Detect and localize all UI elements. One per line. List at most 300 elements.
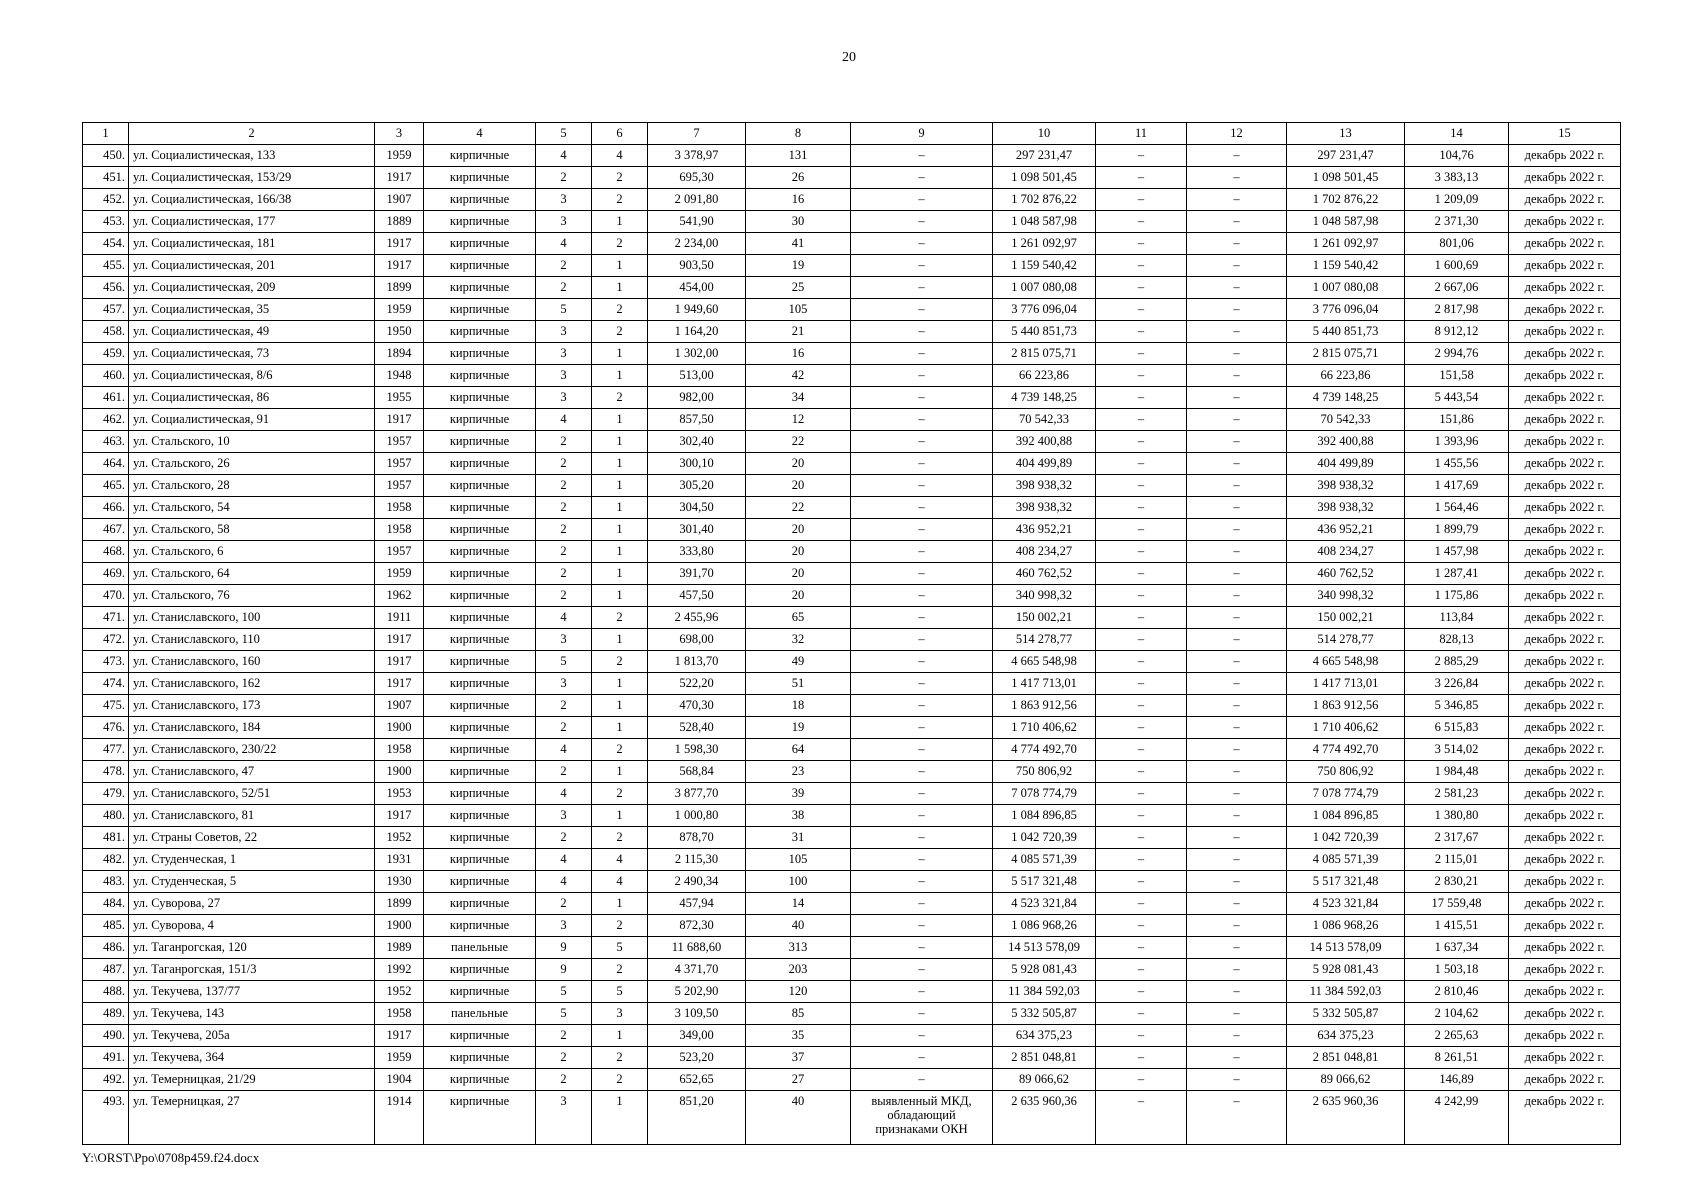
table-cell: – <box>1096 431 1187 453</box>
table-cell: 1 086 968,26 <box>1287 915 1405 937</box>
table-cell: ул. Стальского, 58 <box>129 519 375 541</box>
table-cell: 457,94 <box>648 893 746 915</box>
table-row <box>83 827 1621 849</box>
table-cell: 1948 <box>375 365 424 387</box>
table-cell: – <box>1096 409 1187 431</box>
table-cell: 857,50 <box>648 409 746 431</box>
table-cell: 456. <box>83 277 129 299</box>
table-cell: 150 002,21 <box>1287 607 1405 629</box>
table-cell: 1 <box>592 453 648 475</box>
table-cell: – <box>1096 849 1187 871</box>
table-cell: 1 302,00 <box>648 343 746 365</box>
table-cell: – <box>1096 629 1187 651</box>
table-cell: – <box>1096 189 1187 211</box>
table-cell: 513,00 <box>648 365 746 387</box>
table-cell: 493. <box>83 1091 129 1145</box>
table-cell: 1 098 501,45 <box>993 167 1096 189</box>
table-cell: 1 <box>592 277 648 299</box>
table-cell: кирпичные <box>424 255 536 277</box>
table-cell: ул. Страны Советов, 22 <box>129 827 375 849</box>
table-cell: 491. <box>83 1047 129 1069</box>
table-cell: 1 380,80 <box>1405 805 1509 827</box>
table-cell: кирпичные <box>424 805 536 827</box>
table-cell: 17 559,48 <box>1405 893 1509 915</box>
table-cell: – <box>1096 761 1187 783</box>
table-cell: 1962 <box>375 585 424 607</box>
table-cell: панельные <box>424 937 536 959</box>
table-cell: 2 <box>536 519 592 541</box>
table-cell: 3 776 096,04 <box>993 299 1096 321</box>
table-cell: ул. Суворова, 4 <box>129 915 375 937</box>
table-cell: 514 278,77 <box>993 629 1096 651</box>
table-cell: 8 912,12 <box>1405 321 1509 343</box>
table-cell: кирпичные <box>424 585 536 607</box>
table-cell: – <box>851 805 993 827</box>
table-cell: 462. <box>83 409 129 431</box>
table-cell: 1 048 587,98 <box>1287 211 1405 233</box>
file-path-footer: Y:\ORST\Ppo\0708p459.f24.docx <box>82 1150 260 1165</box>
table-cell: 1958 <box>375 497 424 519</box>
table-row <box>83 673 1621 695</box>
table-row <box>83 277 1621 299</box>
table-cell: – <box>1187 387 1287 409</box>
table-cell: декабрь 2022 г. <box>1509 343 1621 365</box>
table-cell: 14 513 578,09 <box>1287 937 1405 959</box>
table-cell: – <box>851 585 993 607</box>
table-cell: 1 <box>592 563 648 585</box>
table-cell: 1959 <box>375 1047 424 1069</box>
table-cell: ул. Таганрогская, 151/3 <box>129 959 375 981</box>
table-cell: 1 098 501,45 <box>1287 167 1405 189</box>
table-cell: 22 <box>746 497 851 519</box>
table-cell: 1 159 540,42 <box>1287 255 1405 277</box>
table-cell: – <box>1096 255 1187 277</box>
table-cell: 1957 <box>375 541 424 563</box>
table-cell: 1 <box>592 365 648 387</box>
table-cell: 1917 <box>375 651 424 673</box>
table-cell: 4 523 321,84 <box>1287 893 1405 915</box>
table-row <box>83 1003 1621 1025</box>
table-cell: – <box>1187 871 1287 893</box>
table-cell: 454. <box>83 233 129 255</box>
table-cell: ул. Студенческая, 1 <box>129 849 375 871</box>
table-row <box>83 365 1621 387</box>
table-cell: 4 <box>536 739 592 761</box>
table-cell: 903,50 <box>648 255 746 277</box>
table-cell: 22 <box>746 431 851 453</box>
table-cell: 452. <box>83 189 129 211</box>
table-cell: ул. Социалистическая, 177 <box>129 211 375 233</box>
table-cell: 398 938,32 <box>1287 475 1405 497</box>
table-row <box>83 211 1621 233</box>
table-cell: – <box>1096 453 1187 475</box>
table-cell: – <box>1096 695 1187 717</box>
table-cell: декабрь 2022 г. <box>1509 959 1621 981</box>
table-cell: – <box>1187 607 1287 629</box>
table-cell: – <box>1096 299 1187 321</box>
table-cell: 3 <box>536 1091 592 1145</box>
table-cell: 41 <box>746 233 851 255</box>
column-header: 10 <box>993 123 1096 145</box>
table-cell: декабрь 2022 г. <box>1509 695 1621 717</box>
table-cell: декабрь 2022 г. <box>1509 827 1621 849</box>
table-cell: – <box>1096 893 1187 915</box>
table-cell: декабрь 2022 г. <box>1509 783 1621 805</box>
table-cell: ул. Социалистическая, 201 <box>129 255 375 277</box>
table-cell: 1955 <box>375 387 424 409</box>
table-cell: 1 287,41 <box>1405 563 1509 585</box>
table-cell: 104,76 <box>1405 145 1509 167</box>
table-cell: 453. <box>83 211 129 233</box>
table-cell: ул. Станиславского, 162 <box>129 673 375 695</box>
table-cell: 1917 <box>375 673 424 695</box>
table-row <box>83 739 1621 761</box>
table-cell: 2 851 048,81 <box>993 1047 1096 1069</box>
table-cell: – <box>1096 1091 1187 1145</box>
table-cell: 30 <box>746 211 851 233</box>
table-cell: 408 234,27 <box>1287 541 1405 563</box>
table-cell: 1 <box>592 409 648 431</box>
table-cell: 38 <box>746 805 851 827</box>
table-cell: 487. <box>83 959 129 981</box>
table-cell: ул. Темерницкая, 27 <box>129 1091 375 1145</box>
table-cell: 313 <box>746 937 851 959</box>
table-cell: кирпичные <box>424 717 536 739</box>
table-cell: кирпичные <box>424 629 536 651</box>
table-cell: 34 <box>746 387 851 409</box>
column-header: 2 <box>129 123 375 145</box>
table-cell: 467. <box>83 519 129 541</box>
table-cell: 1 209,09 <box>1405 189 1509 211</box>
table-cell: 31 <box>746 827 851 849</box>
table-cell: 1917 <box>375 167 424 189</box>
table-cell: 4 <box>592 849 648 871</box>
table-cell: декабрь 2022 г. <box>1509 629 1621 651</box>
table-cell: 1 417,69 <box>1405 475 1509 497</box>
table-cell: 2 <box>592 607 648 629</box>
table-cell: 801,06 <box>1405 233 1509 255</box>
table-cell: декабрь 2022 г. <box>1509 849 1621 871</box>
table-cell: – <box>1187 783 1287 805</box>
table-cell: – <box>1187 1003 1287 1025</box>
table-cell: декабрь 2022 г. <box>1509 585 1621 607</box>
table-row <box>83 1091 1621 1145</box>
table-cell: 473. <box>83 651 129 673</box>
table-row <box>83 431 1621 453</box>
table-cell: кирпичные <box>424 651 536 673</box>
table-cell: 2 <box>592 1069 648 1091</box>
table-cell: 2 <box>592 299 648 321</box>
column-header: 7 <box>648 123 746 145</box>
column-header: 13 <box>1287 123 1405 145</box>
table-cell: 1 503,18 <box>1405 959 1509 981</box>
table-cell: 5 332 505,87 <box>1287 1003 1405 1025</box>
table-cell: 5 202,90 <box>648 981 746 1003</box>
table-cell: кирпичные <box>424 1091 536 1145</box>
table-row <box>83 893 1621 915</box>
table-cell: 1904 <box>375 1069 424 1091</box>
table-cell: 4 242,99 <box>1405 1091 1509 1145</box>
table-cell: – <box>1187 739 1287 761</box>
table-cell: 70 542,33 <box>1287 409 1405 431</box>
table-cell: кирпичные <box>424 497 536 519</box>
table-cell: 18 <box>746 695 851 717</box>
table-cell: 4 <box>536 849 592 871</box>
table-cell: декабрь 2022 г. <box>1509 189 1621 211</box>
table-cell: 20 <box>746 453 851 475</box>
table-cell: – <box>1096 739 1187 761</box>
table-cell: 3 <box>536 805 592 827</box>
table-cell: ул. Станиславского, 230/22 <box>129 739 375 761</box>
table-cell: – <box>851 1047 993 1069</box>
table-cell: 297 231,47 <box>1287 145 1405 167</box>
table-cell: 457,50 <box>648 585 746 607</box>
table-cell: – <box>1096 233 1187 255</box>
table-cell: 1 863 912,56 <box>1287 695 1405 717</box>
table-cell: – <box>1187 1091 1287 1145</box>
table-cell: – <box>851 739 993 761</box>
table-row <box>83 541 1621 563</box>
table-cell: 5 517 321,48 <box>993 871 1096 893</box>
table-cell: 19 <box>746 717 851 739</box>
table-row <box>83 959 1621 981</box>
table-cell: 436 952,21 <box>993 519 1096 541</box>
table-cell: 4 739 148,25 <box>993 387 1096 409</box>
table-cell: декабрь 2022 г. <box>1509 519 1621 541</box>
table-cell: декабрь 2022 г. <box>1509 651 1621 673</box>
table-cell: – <box>1187 211 1287 233</box>
column-header: 5 <box>536 123 592 145</box>
table-cell: – <box>851 541 993 563</box>
table-cell: декабрь 2022 г. <box>1509 497 1621 519</box>
table-cell: 1899 <box>375 277 424 299</box>
table-cell: 4 665 548,98 <box>993 651 1096 673</box>
table-cell: ул. Социалистическая, 133 <box>129 145 375 167</box>
table-cell: – <box>1096 1069 1187 1091</box>
table-cell: ул. Станиславского, 110 <box>129 629 375 651</box>
table-cell: 1907 <box>375 189 424 211</box>
table-cell: – <box>1187 893 1287 915</box>
table-cell: 451. <box>83 167 129 189</box>
table-cell: кирпичные <box>424 673 536 695</box>
table-cell: 750 806,92 <box>1287 761 1405 783</box>
table-row <box>83 915 1621 937</box>
table-cell: 455. <box>83 255 129 277</box>
table-cell: 1 <box>592 475 648 497</box>
table-cell: кирпичные <box>424 871 536 893</box>
table-cell: – <box>1187 629 1287 651</box>
table-cell: 1957 <box>375 431 424 453</box>
table-cell: 1 417 713,01 <box>993 673 1096 695</box>
table-cell: ул. Суворова, 27 <box>129 893 375 915</box>
table-cell: 1 048 587,98 <box>993 211 1096 233</box>
table-cell: 1907 <box>375 695 424 717</box>
table-cell: 1 007 080,08 <box>1287 277 1405 299</box>
table-cell: – <box>851 299 993 321</box>
table-cell: 454,00 <box>648 277 746 299</box>
table-cell: 1 710 406,62 <box>993 717 1096 739</box>
table-cell: 2 317,67 <box>1405 827 1509 849</box>
table-cell: 340 998,32 <box>993 585 1096 607</box>
table-row <box>83 651 1621 673</box>
table-cell: – <box>1096 343 1187 365</box>
table-cell: 1 042 720,39 <box>1287 827 1405 849</box>
table-cell: 4 665 548,98 <box>1287 651 1405 673</box>
table-cell: декабрь 2022 г. <box>1509 365 1621 387</box>
table-cell: – <box>851 893 993 915</box>
table-cell: 2 830,21 <box>1405 871 1509 893</box>
table-cell: – <box>851 629 993 651</box>
table-cell: 20 <box>746 585 851 607</box>
table-cell: 490. <box>83 1025 129 1047</box>
table-cell: 2 <box>592 387 648 409</box>
table-cell: – <box>1096 387 1187 409</box>
table-cell: 488. <box>83 981 129 1003</box>
table-cell: 1957 <box>375 475 424 497</box>
table-cell: 468. <box>83 541 129 563</box>
table-cell: 464. <box>83 453 129 475</box>
table-cell: 16 <box>746 189 851 211</box>
table-cell: 2 265,63 <box>1405 1025 1509 1047</box>
table-cell: – <box>851 761 993 783</box>
table-cell: – <box>851 453 993 475</box>
table-cell: 404 499,89 <box>993 453 1096 475</box>
table-cell: 1950 <box>375 321 424 343</box>
table-cell: 146,89 <box>1405 1069 1509 1091</box>
table-cell: 2 <box>592 321 648 343</box>
table-cell: 7 078 774,79 <box>993 783 1096 805</box>
table-cell: кирпичные <box>424 453 536 475</box>
table-cell: 1 261 092,97 <box>993 233 1096 255</box>
table-cell: ул. Таганрогская, 120 <box>129 937 375 959</box>
column-header: 8 <box>746 123 851 145</box>
table-cell: ул. Студенческая, 5 <box>129 871 375 893</box>
table-cell: ул. Темерницкая, 21/29 <box>129 1069 375 1091</box>
table-cell: 2 <box>536 1069 592 1091</box>
table-cell: ул. Социалистическая, 86 <box>129 387 375 409</box>
table-cell: – <box>1187 299 1287 321</box>
table-cell: – <box>1096 1003 1187 1025</box>
table-cell: – <box>1096 651 1187 673</box>
table-cell: 1 <box>592 497 648 519</box>
table-cell: 7 078 774,79 <box>1287 783 1405 805</box>
table-cell: 1 <box>592 717 648 739</box>
table-cell: 471. <box>83 607 129 629</box>
table-cell: 2 455,96 <box>648 607 746 629</box>
table-cell: 100 <box>746 871 851 893</box>
table-cell: 1 <box>592 343 648 365</box>
table-cell: декабрь 2022 г. <box>1509 1003 1621 1025</box>
table-cell: 2 <box>592 651 648 673</box>
table-cell: 150 002,21 <box>993 607 1096 629</box>
table-cell: 1 <box>592 1091 648 1145</box>
table-cell: ул. Станиславского, 52/51 <box>129 783 375 805</box>
table-cell: 1959 <box>375 563 424 585</box>
table-cell: декабрь 2022 г. <box>1509 607 1621 629</box>
table-row <box>83 255 1621 277</box>
table-cell: 1 <box>592 893 648 915</box>
table-cell: 25 <box>746 277 851 299</box>
table-cell: – <box>851 365 993 387</box>
table-cell: кирпичные <box>424 299 536 321</box>
table-cell: 40 <box>746 1091 851 1145</box>
table-cell: 1952 <box>375 827 424 849</box>
table-cell: – <box>1187 145 1287 167</box>
table-cell: 3 776 096,04 <box>1287 299 1405 321</box>
table-cell: – <box>851 277 993 299</box>
table-cell: 8 261,51 <box>1405 1047 1509 1069</box>
table-row <box>83 475 1621 497</box>
table-cell: 1900 <box>375 717 424 739</box>
table-cell: декабрь 2022 г. <box>1509 871 1621 893</box>
table-cell: 1 261 092,97 <box>1287 233 1405 255</box>
table-cell: 89 066,62 <box>993 1069 1096 1091</box>
table-cell: 2 885,29 <box>1405 651 1509 673</box>
table-cell: 37 <box>746 1047 851 1069</box>
table-cell: 3 <box>536 365 592 387</box>
table-cell: декабрь 2022 г. <box>1509 211 1621 233</box>
table-cell: – <box>1187 959 1287 981</box>
table-cell: – <box>851 849 993 871</box>
table-cell: 2 810,46 <box>1405 981 1509 1003</box>
table-cell: – <box>851 431 993 453</box>
table-cell: 479. <box>83 783 129 805</box>
table-row <box>83 805 1621 827</box>
table-row <box>83 1047 1621 1069</box>
table-cell: 32 <box>746 629 851 651</box>
table-cell: 1930 <box>375 871 424 893</box>
table-cell: декабрь 2022 г. <box>1509 1047 1621 1069</box>
table-cell: ул. Станиславского, 81 <box>129 805 375 827</box>
table-cell: 2 <box>536 1025 592 1047</box>
column-header: 11 <box>1096 123 1187 145</box>
table-cell: 480. <box>83 805 129 827</box>
table-cell: 3 <box>536 629 592 651</box>
table-cell: 5 928 081,43 <box>993 959 1096 981</box>
table-cell: декабрь 2022 г. <box>1509 981 1621 1003</box>
table-cell: кирпичные <box>424 211 536 233</box>
table-cell: 522,20 <box>648 673 746 695</box>
table-cell: – <box>1096 585 1187 607</box>
table-cell: 4 523 321,84 <box>993 893 1096 915</box>
table-cell: 1 899,79 <box>1405 519 1509 541</box>
table-cell: ул. Текучева, 143 <box>129 1003 375 1025</box>
table-cell: декабрь 2022 г. <box>1509 915 1621 937</box>
table-cell: 2 815 075,71 <box>993 343 1096 365</box>
column-header: 3 <box>375 123 424 145</box>
table-cell: кирпичные <box>424 761 536 783</box>
table-cell: 3 <box>536 343 592 365</box>
table-cell: 458. <box>83 321 129 343</box>
table-cell: 66 223,86 <box>993 365 1096 387</box>
table-cell: ул. Социалистическая, 73 <box>129 343 375 365</box>
table-cell: 4 085 571,39 <box>1287 849 1405 871</box>
table-cell: – <box>1096 475 1187 497</box>
table-cell: 4 <box>536 233 592 255</box>
table-cell: 634 375,23 <box>993 1025 1096 1047</box>
table-cell: 5 346,85 <box>1405 695 1509 717</box>
table-cell: 2 <box>536 453 592 475</box>
table-cell: 3 <box>536 915 592 937</box>
table-cell: 1 <box>592 255 648 277</box>
table-cell: декабрь 2022 г. <box>1509 255 1621 277</box>
table-cell: – <box>1096 211 1187 233</box>
table-cell: 2 <box>536 497 592 519</box>
table-cell: декабрь 2022 г. <box>1509 563 1621 585</box>
table-cell: кирпичные <box>424 739 536 761</box>
table-cell: 2 <box>592 959 648 981</box>
table-cell: 20 <box>746 541 851 563</box>
